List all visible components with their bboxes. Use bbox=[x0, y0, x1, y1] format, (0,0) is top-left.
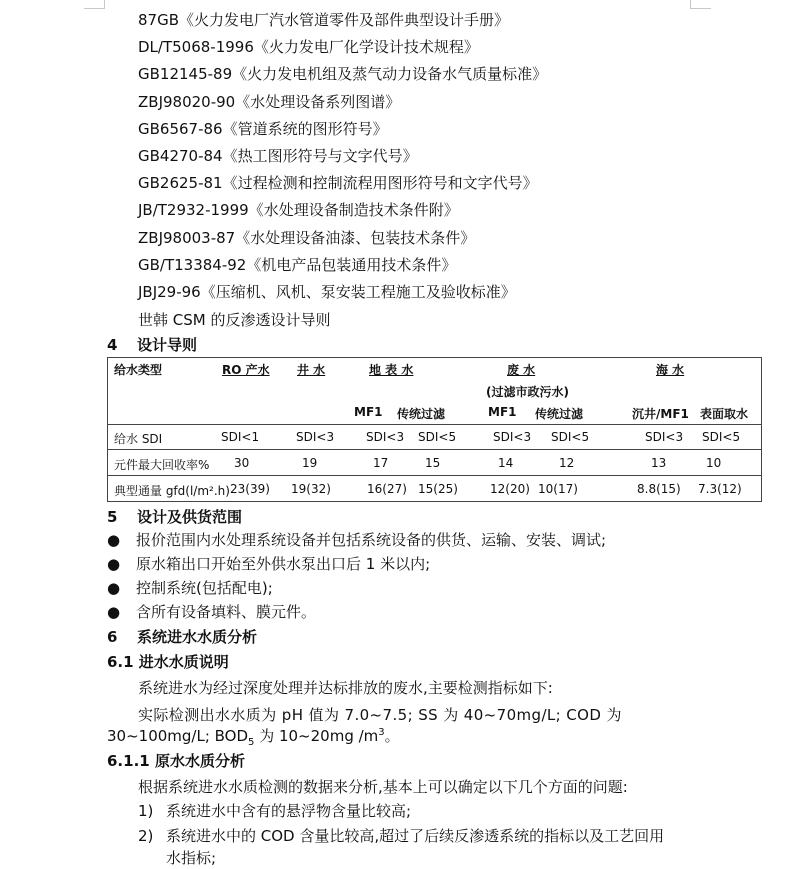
row-label: 元件最大回收率% bbox=[114, 458, 210, 472]
header-waste: 废 水 bbox=[507, 363, 536, 377]
list-number: 1) bbox=[138, 802, 154, 820]
reference-item: GB6567-86《管道系统的图形符号》 bbox=[138, 120, 388, 138]
table-cell: 10(17) bbox=[538, 482, 578, 496]
table-cell: 14 bbox=[498, 456, 514, 470]
section-number: 4 bbox=[107, 336, 118, 354]
table-cell: SDI<1 bbox=[221, 430, 260, 444]
paragraph: 实际检测出水水质为 pH 值为 7.0~7.5; SS 为 40~70mg/L; COD 为 bbox=[138, 706, 622, 724]
table-cell: SDI<5 bbox=[702, 430, 741, 444]
header-sea: 海 水 bbox=[656, 363, 685, 377]
table-cell: SDI<3 bbox=[645, 430, 684, 444]
reference-item: ZBJ98020-90《水处理设备系列图谱》 bbox=[138, 93, 401, 111]
bullet-icon: ● bbox=[107, 531, 121, 549]
numbered-list-item bbox=[138, 825, 664, 846]
table-cell: 13 bbox=[651, 456, 667, 470]
section-heading-5 bbox=[107, 506, 242, 527]
table-cell: 19 bbox=[302, 456, 318, 470]
scope-item-text: 报价范围内水处理系统设备并包括系统设备的供货、运输、安装、调试; bbox=[136, 531, 607, 549]
row-label: 给水 SDI bbox=[114, 432, 163, 446]
table-cell: SDI<3 bbox=[493, 430, 532, 444]
section-title: 原水水质分析 bbox=[155, 752, 246, 770]
header-waste-conventional: 传统过滤 bbox=[535, 407, 584, 421]
reference-item: 世韩 CSM 的反渗透设计导则 bbox=[138, 311, 331, 329]
scope-list-item bbox=[107, 529, 606, 550]
table-cell: 15 bbox=[425, 456, 441, 470]
bullet-icon: ● bbox=[107, 603, 121, 621]
page-corner-mark-left bbox=[84, 0, 105, 9]
header-waste-sub: (过滤市政污水) bbox=[486, 385, 569, 399]
subscript: 5 bbox=[248, 737, 255, 748]
table-cell: 23(39) bbox=[230, 482, 270, 496]
section-number: 6.1.1 bbox=[107, 752, 150, 770]
table-cell: 12 bbox=[559, 456, 575, 470]
reference-item: JB/T2932-1999《水处理设备制造技术条件附》 bbox=[138, 201, 459, 219]
table-cell: 10 bbox=[706, 456, 722, 470]
header-surface-mf1: MF1 bbox=[354, 405, 383, 419]
list-item-continuation: 水指标; bbox=[166, 849, 217, 867]
section-number: 5 bbox=[107, 508, 118, 526]
scope-item-text: 含所有设备填料、膜元件。 bbox=[136, 603, 317, 621]
bullet-icon: ● bbox=[107, 579, 121, 597]
reference-item: ZBJ98003-87《水处理设备油漆、包装技术条件》 bbox=[138, 229, 476, 247]
superscript: 3 bbox=[378, 727, 385, 738]
list-item-text: 系统进水中的 COD 含量比较高,超过了后续反渗透系统的指标以及工艺回用 bbox=[166, 827, 665, 845]
section-heading-6-1: 6.1 进水水质说明 bbox=[107, 653, 229, 671]
section-number: 6 bbox=[107, 628, 118, 646]
reference-item: GB2625-81《过程检测和控制流程用图形符号和文字代号》 bbox=[138, 174, 538, 192]
paragraph: 系统进水为经过深度处理并达标排放的废水,主要检测指标如下: bbox=[138, 679, 553, 697]
scope-list-item bbox=[107, 601, 316, 622]
paragraph: 根据系统进水水质检测的数据来分析,基本上可以确定以下几个方面的问题: bbox=[138, 778, 628, 796]
section-title: 系统进水水质分析 bbox=[137, 628, 258, 646]
table-cell: 17 bbox=[373, 456, 389, 470]
page-corner-mark-right bbox=[690, 0, 711, 9]
scope-item-text: 原水箱出口开始至外供水泵出口后 1 米以内; bbox=[136, 555, 431, 573]
table-cell: SDI<5 bbox=[551, 430, 590, 444]
reference-item: 87GB《火力发电厂汽水管道零件及部件典型设计手册》 bbox=[138, 11, 510, 29]
bullet-icon: ● bbox=[107, 555, 121, 573]
table-cell: 16(27) bbox=[367, 482, 407, 496]
header-waste-mf1: MF1 bbox=[488, 405, 517, 419]
table-cell: SDI<5 bbox=[418, 430, 457, 444]
scope-list-item bbox=[107, 553, 430, 574]
header-surface: 地 表 水 bbox=[369, 363, 414, 377]
header-feed-type: 给水类型 bbox=[114, 363, 163, 377]
reference-item: GB4270-84《热工图形符号与文字代号》 bbox=[138, 147, 418, 165]
table-cell: 19(32) bbox=[291, 482, 331, 496]
table-cell: 8.8(15) bbox=[637, 482, 681, 496]
text-run: 。 bbox=[384, 727, 400, 745]
table-cell: 15(25) bbox=[418, 482, 458, 496]
table-cell: SDI<3 bbox=[296, 430, 335, 444]
table-cell: 30 bbox=[234, 456, 250, 470]
table-cell: 7.3(12) bbox=[698, 482, 742, 496]
header-ro: RO 产水 bbox=[222, 363, 270, 377]
table-cell: 12(20) bbox=[490, 482, 530, 496]
header-sea-well: 沉井/MF1 bbox=[632, 407, 689, 421]
header-well: 井 水 bbox=[297, 363, 326, 377]
text-run: 为 10~20mg /m bbox=[259, 727, 379, 745]
scope-list-item bbox=[107, 577, 273, 598]
header-sea-surface: 表面取水 bbox=[700, 407, 749, 421]
row-label: 典型通量 gfd(l/m².h) bbox=[114, 484, 230, 498]
reference-item: GB12145-89《火力发电机组及蒸气动力设备水气质量标准》 bbox=[138, 65, 548, 83]
list-number: 2) bbox=[138, 827, 154, 845]
list-item-text: 系统进水中含有的悬浮物含量比较高; bbox=[166, 802, 412, 820]
section-heading-6 bbox=[107, 626, 257, 647]
table-cell: SDI<3 bbox=[366, 430, 405, 444]
section-title: 设计导则 bbox=[137, 336, 198, 354]
section-heading-6-1-1 bbox=[107, 750, 245, 771]
numbered-list-item bbox=[138, 800, 411, 821]
paragraph-continuation bbox=[107, 725, 400, 748]
section-heading-4 bbox=[107, 334, 197, 355]
reference-item: GB/T13384-92《机电产品包装通用技术条件》 bbox=[138, 256, 457, 274]
scope-item-text: 控制系统(包括配电); bbox=[136, 579, 273, 597]
header-surface-conventional: 传统过滤 bbox=[397, 407, 446, 421]
section-title: 设计及供货范围 bbox=[137, 508, 243, 526]
reference-item: JBJ29-96《压缩机、风机、泵安装工程施工及验收标准》 bbox=[138, 283, 516, 301]
text-run: 30~100mg/L; BOD bbox=[107, 727, 249, 745]
reference-item: DL/T5068-1996《火力发电厂化学设计技术规程》 bbox=[138, 38, 479, 56]
